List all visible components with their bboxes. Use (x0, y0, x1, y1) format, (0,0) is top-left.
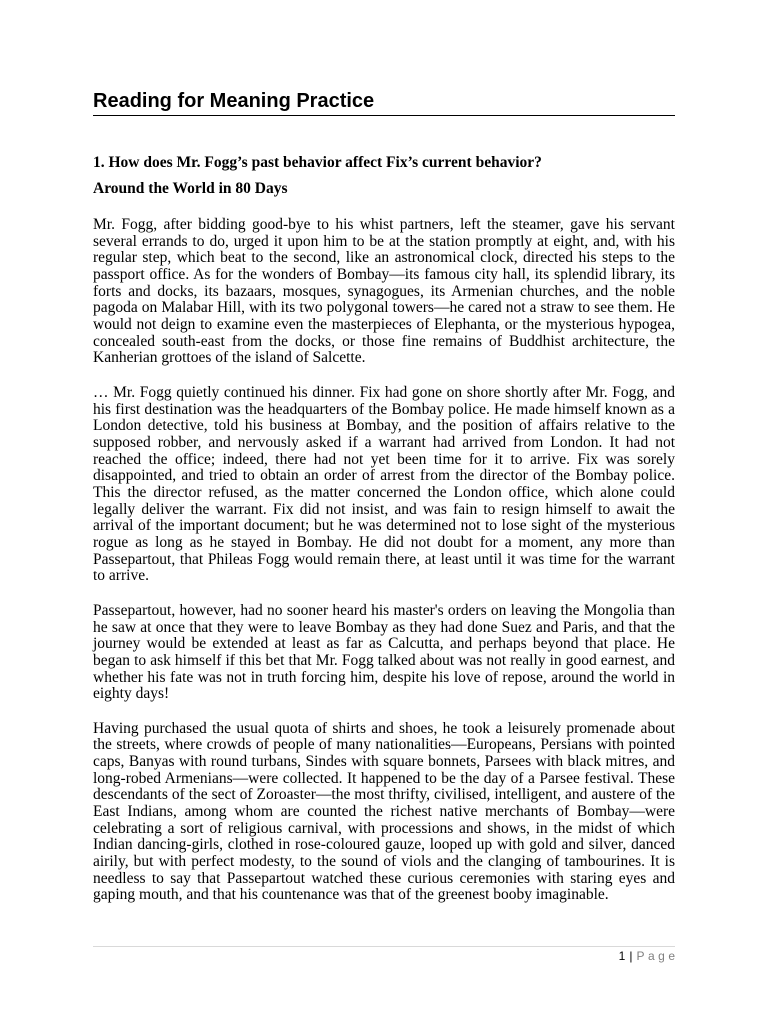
page-footer (93, 949, 679, 963)
footer-divider (93, 946, 675, 947)
page-number: 1 (618, 949, 626, 963)
passage-title: Around the World in 80 Days (93, 180, 288, 198)
passage-paragraph: … Mr. Fogg quietly continued his dinner. Fix had gone on shore shortly after Mr. Fogg, and his first destination was the headquarters of the Bombay police. He made himself known as a London detective, told his business at Bombay, and the position of affairs relative to the supposed robber, and nervously asked if a warrant had arrived from London. It had not reached the office; indeed, there had not yet been time for it to arrive. Fix was sorely disappointed, and tried to obtain an order of arrest from the director of the Bombay police. This the director refused, as the matter concerned the London office, which alone could legally deliver the warrant. Fix did not insist, and was fain to resign himself to await the arrival of the important document; but he was determined not to lose sight of the mysterious rogue as long as he stayed in Bombay. He did not doubt for a moment, any more than Passepartout, that Phileas Fogg would remain there, at least until it was time for the warrant to arrive. (93, 384, 675, 585)
page-label: Page (636, 949, 679, 963)
passage-paragraph: Passepartout, however, had no sooner heard his master's orders on leaving the Mongolia than he saw at once that they were to leave Bombay as they had done Suez and Paris, and that the journey would be extended at least as far as Calcutta, and perhaps beyond that place. He began to ask himself if this bet that Mr. Fogg talked about was not really in good earnest, and whether his fate was not in truth forcing him, despite his love of repose, around the world in eighty days! (93, 601, 675, 703)
question-heading: 1. How does Mr. Fogg’s past behavior affect Fix’s current behavior? (93, 154, 542, 171)
page-title: Reading for Meaning Practice (93, 89, 675, 116)
passage-paragraph: Having purchased the usual quota of shirts and shoes, he took a leisurely promenade about the streets, where crowds of people of many nationalities—Europeans, Persians with pointed caps, Banyas with round turbans, Sindes with square bonnets, Parsees with black mitres, and long-robed Armenians—were collected. It happened to be the day of a Parsee festival. These descendants of the sect of Zoroaster—the most thrifty, civilised, intelligent, and austere of the East Indians, among whom are counted the richest native merchants of Bombay—were celebrating a sort of religious carnival, with processions and shows, in the midst of which Indian dancing-girls, clothed in rose-coloured gauze, looped up with gold and silver, danced airily, but with perfect modesty, to the sound of viols and the clanging of tambourines. It is needless to say that Passepartout watched these curious ceremonies with staring eyes and gaping mouth, and that his countenance was that of the greenest booby imaginable. (93, 719, 675, 904)
footer-separator: | (629, 949, 633, 963)
passage-paragraph: Mr. Fogg, after bidding good-bye to his whist partners, left the steamer, gave his servant several errands to do, urged it upon him to be at the station promptly at eight, and, with his regular step, which beat to the second, like an astronomical clock, directed his steps to the passport office. As for the wonders of Bombay—its famous city hall, its splendid library, its forts and docks, its bazaars, mosques, synagogues, its Armenian churches, and the noble pagoda on Malabar Hill, with its two polygonal towers—he cared not a straw to see them. He would not deign to examine even the masterpieces of Elephanta, or the mysterious hypogea, concealed south-east from the docks, or those fine remains of Buddhist architecture, the Kanherian grottoes of the island of Salcette. (93, 216, 675, 367)
page-body (93, 89, 675, 904)
